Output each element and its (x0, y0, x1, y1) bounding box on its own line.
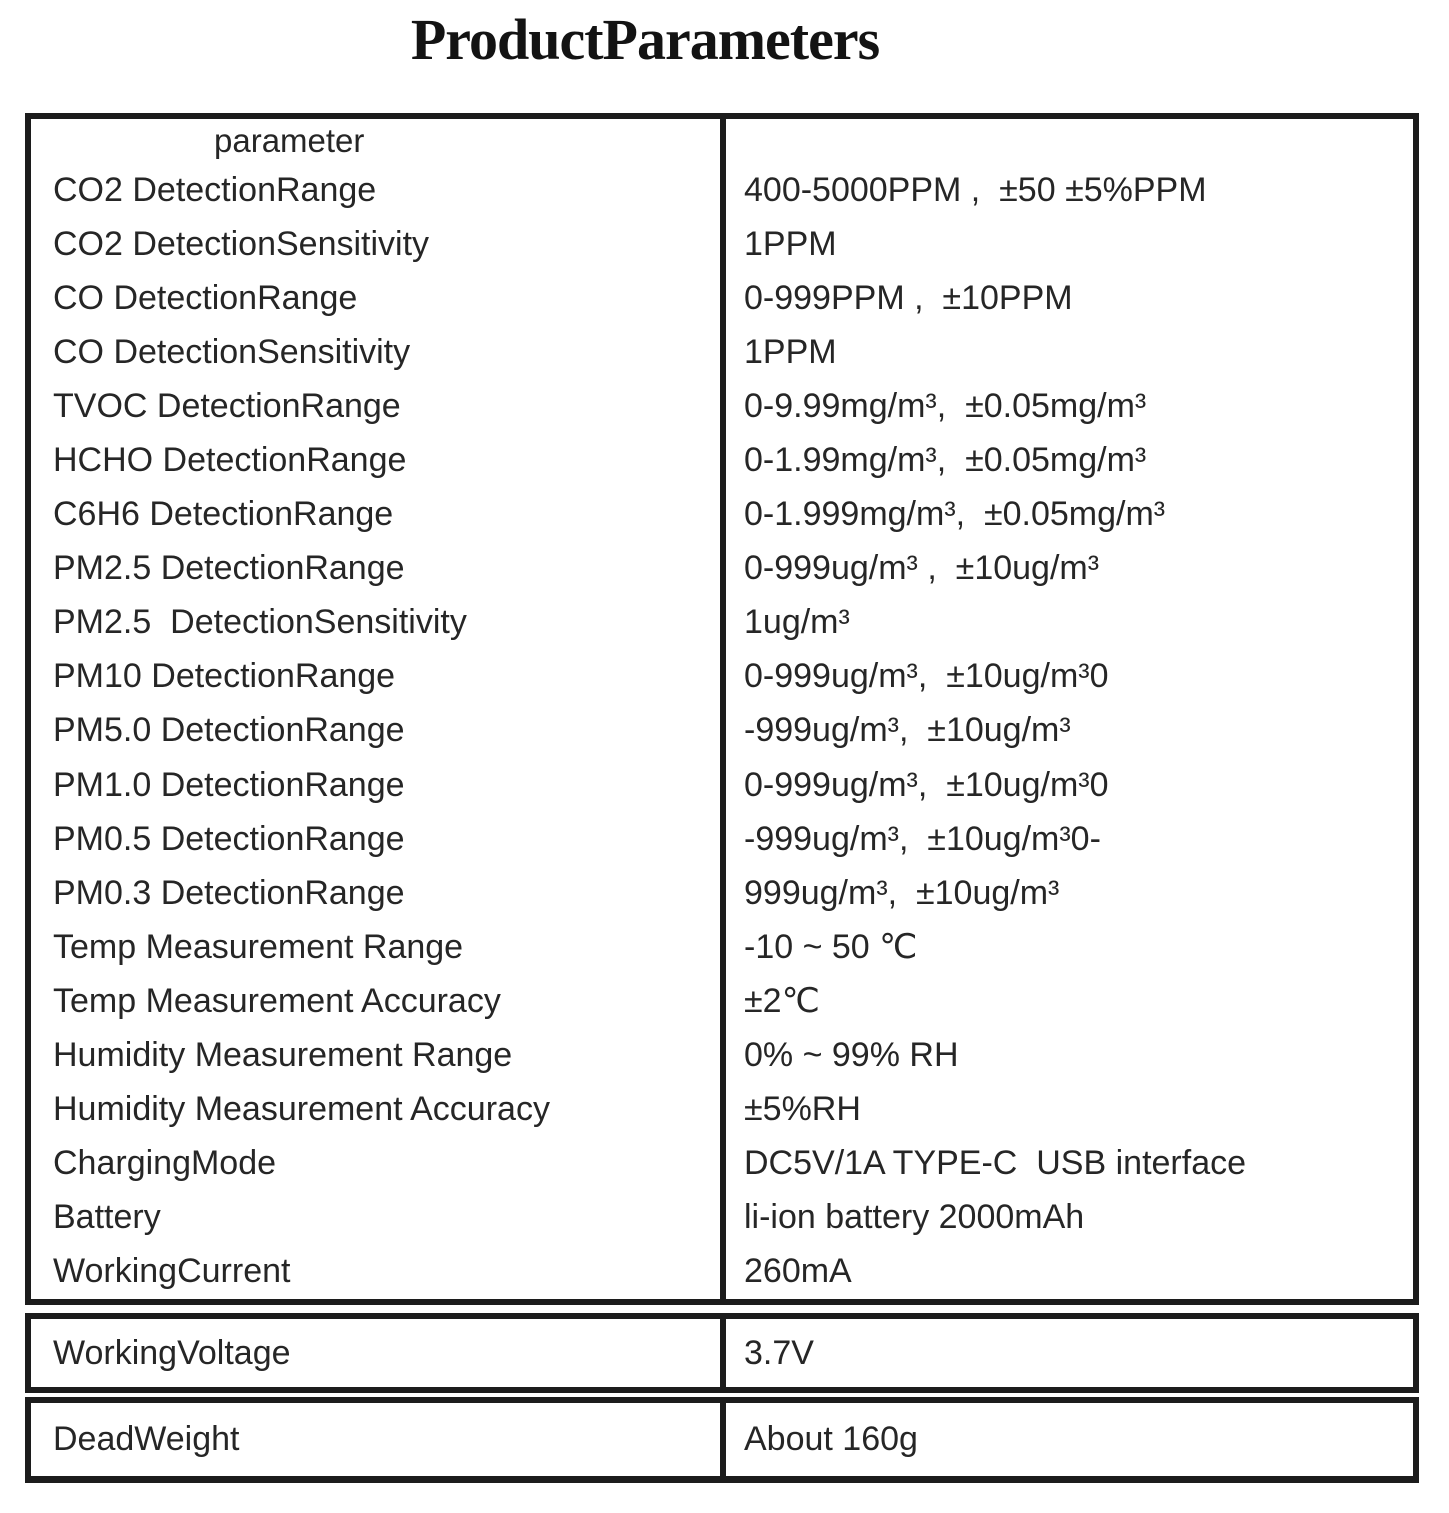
table-row (31, 271, 1413, 325)
table-row (31, 1029, 1413, 1083)
param-label: Battery (31, 1191, 726, 1245)
param-value: 3.7V (744, 1333, 814, 1372)
table-row (31, 758, 1413, 812)
table-row (31, 920, 1413, 974)
param-value: 0-999PPM , ±10PPM (744, 278, 1073, 317)
table-row (31, 488, 1413, 542)
param-value: li-ion battery 2000mAh (744, 1198, 1085, 1237)
param-label: Temp Measurement Accuracy (31, 974, 726, 1028)
table-header-label: parameter (31, 119, 726, 163)
param-value: -999ug/m³, ±10ug/m³0- (744, 819, 1101, 858)
param-value: 0-999ug/m³ , ±10ug/m³ (744, 549, 1100, 588)
dead-weight-table (25, 1397, 1419, 1483)
param-value: 0-1.99mg/m³, ±0.05mg/m³ (744, 441, 1147, 480)
table-row (31, 542, 1413, 596)
param-value: -10 ~ 50 ℃ (744, 928, 918, 967)
table-header-value-empty (726, 119, 1413, 163)
param-value: 0% ~ 99% RH (744, 1036, 959, 1075)
param-label: Temp Measurement Range (31, 920, 726, 974)
table-row (31, 866, 1413, 920)
param-label: CO DetectionRange (31, 271, 726, 325)
param-value: 0-1.999mg/m³, ±0.05mg/m³ (744, 495, 1166, 534)
table-row (31, 974, 1413, 1028)
param-label: PM2.5 DetectionRange (31, 542, 726, 596)
param-value: 400-5000PPM , ±50 ±5%PPM (744, 170, 1207, 209)
table-row (31, 433, 1413, 487)
param-label: ChargingMode (31, 1137, 726, 1191)
param-label: PM0.5 DetectionRange (31, 812, 726, 866)
table-row (31, 704, 1413, 758)
table-row (31, 163, 1413, 217)
table-row (31, 650, 1413, 704)
table-row (31, 596, 1413, 650)
param-label: WorkingVoltage (31, 1319, 726, 1387)
parameters-table (25, 113, 1419, 1305)
table-row (31, 325, 1413, 379)
param-value: ±2℃ (744, 982, 820, 1021)
table-row (31, 217, 1413, 271)
table-row (31, 379, 1413, 433)
working-voltage-table (25, 1313, 1419, 1393)
param-value: 0-999ug/m³, ±10ug/m³0 (744, 765, 1109, 804)
param-label: PM0.3 DetectionRange (31, 866, 726, 920)
param-label: CO DetectionSensitivity (31, 325, 726, 379)
param-value: 1PPM (744, 332, 837, 371)
param-value: 0-999ug/m³, ±10ug/m³0 (744, 657, 1109, 696)
table-row (31, 1137, 1413, 1191)
page-title: ProductParameters (410, 7, 880, 72)
param-label: PM2.5 DetectionSensitivity (31, 596, 726, 650)
table-row (31, 1245, 1413, 1299)
param-label: CO2 DetectionRange (31, 163, 726, 217)
param-label: CO2 DetectionSensitivity (31, 217, 726, 271)
param-label: C6H6 DetectionRange (31, 488, 726, 542)
param-value: About 160g (744, 1420, 918, 1458)
param-label: Humidity Measurement Accuracy (31, 1083, 726, 1137)
param-label: Humidity Measurement Range (31, 1029, 726, 1083)
table-row (31, 1319, 1413, 1387)
param-label: PM10 DetectionRange (31, 650, 726, 704)
param-value: 260mA (744, 1252, 852, 1291)
param-label: PM5.0 DetectionRange (31, 704, 726, 758)
param-label: DeadWeight (31, 1403, 726, 1476)
param-label: HCHO DetectionRange (31, 433, 726, 487)
table-header-row (31, 119, 1413, 163)
param-label: PM1.0 DetectionRange (31, 758, 726, 812)
param-value: 1ug/m³ (744, 603, 850, 642)
table-row (31, 1403, 1413, 1476)
param-value: ±5%RH (744, 1090, 861, 1129)
table-row (31, 812, 1413, 866)
param-value: DC5V/1A TYPE-C USB interface (744, 1144, 1247, 1183)
param-value: 999ug/m³, ±10ug/m³ (744, 873, 1060, 912)
param-label: TVOC DetectionRange (31, 379, 726, 433)
param-value: 1PPM (744, 224, 837, 263)
param-label: WorkingCurrent (31, 1245, 726, 1299)
table-row (31, 1191, 1413, 1245)
param-value: 0-9.99mg/m³, ±0.05mg/m³ (744, 386, 1147, 425)
table-row (31, 1083, 1413, 1137)
param-value: -999ug/m³, ±10ug/m³ (744, 711, 1071, 750)
